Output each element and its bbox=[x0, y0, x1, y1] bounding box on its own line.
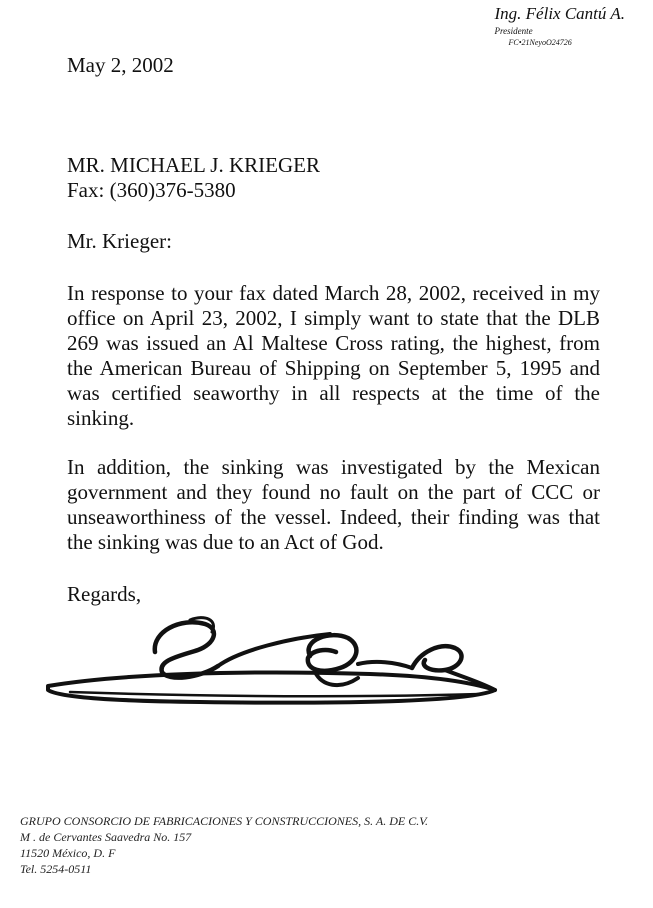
recipient-name: MR. MICHAEL J. KRIEGER bbox=[67, 153, 320, 177]
sender-title: Presidente bbox=[494, 26, 533, 36]
handwritten-signature bbox=[40, 612, 510, 714]
city-address: 11520 México, D. F bbox=[20, 846, 116, 860]
recipient-block bbox=[67, 153, 320, 203]
reference-code: FC•21NeyoO24726 bbox=[508, 38, 572, 47]
closing: Regards, bbox=[67, 582, 142, 606]
company-name: GRUPO CONSORCIO DE FABRICACIONES Y CONSTRUCCIONES, S. A. DE C.V. bbox=[20, 814, 429, 828]
street-address: M . de Cervantes Saavedra No. 157 bbox=[20, 830, 192, 844]
sender-name: Ing. Félix Cantú A. bbox=[494, 4, 625, 23]
footer-address bbox=[20, 813, 428, 877]
salutation: Mr. Krieger: bbox=[67, 229, 172, 253]
letterhead bbox=[495, 4, 625, 47]
letter-date: May 2, 2002 bbox=[67, 53, 174, 77]
body-paragraph-1: In response to your fax dated March 28, 2002, received in my office on April 23, 2002, I simply want to state that the DLB 269 was issued an Al Maltese Cross rating, the highest, from the American Bureau of Shipping on September 5, 1995 and was certified seaworthy in all respects at the time of the sinking. bbox=[67, 281, 600, 430]
recipient-fax: Fax: (360)376-5380 bbox=[67, 178, 236, 202]
body-paragraph-2: In addition, the sinking was investigated by the Mexican government and they found no fault on the part of CCC or unseaworthiness of the vessel. Indeed, their finding was that the sinking was due to an Act of God. bbox=[67, 455, 600, 554]
phone-number: Tel. 5254-0511 bbox=[20, 862, 92, 876]
